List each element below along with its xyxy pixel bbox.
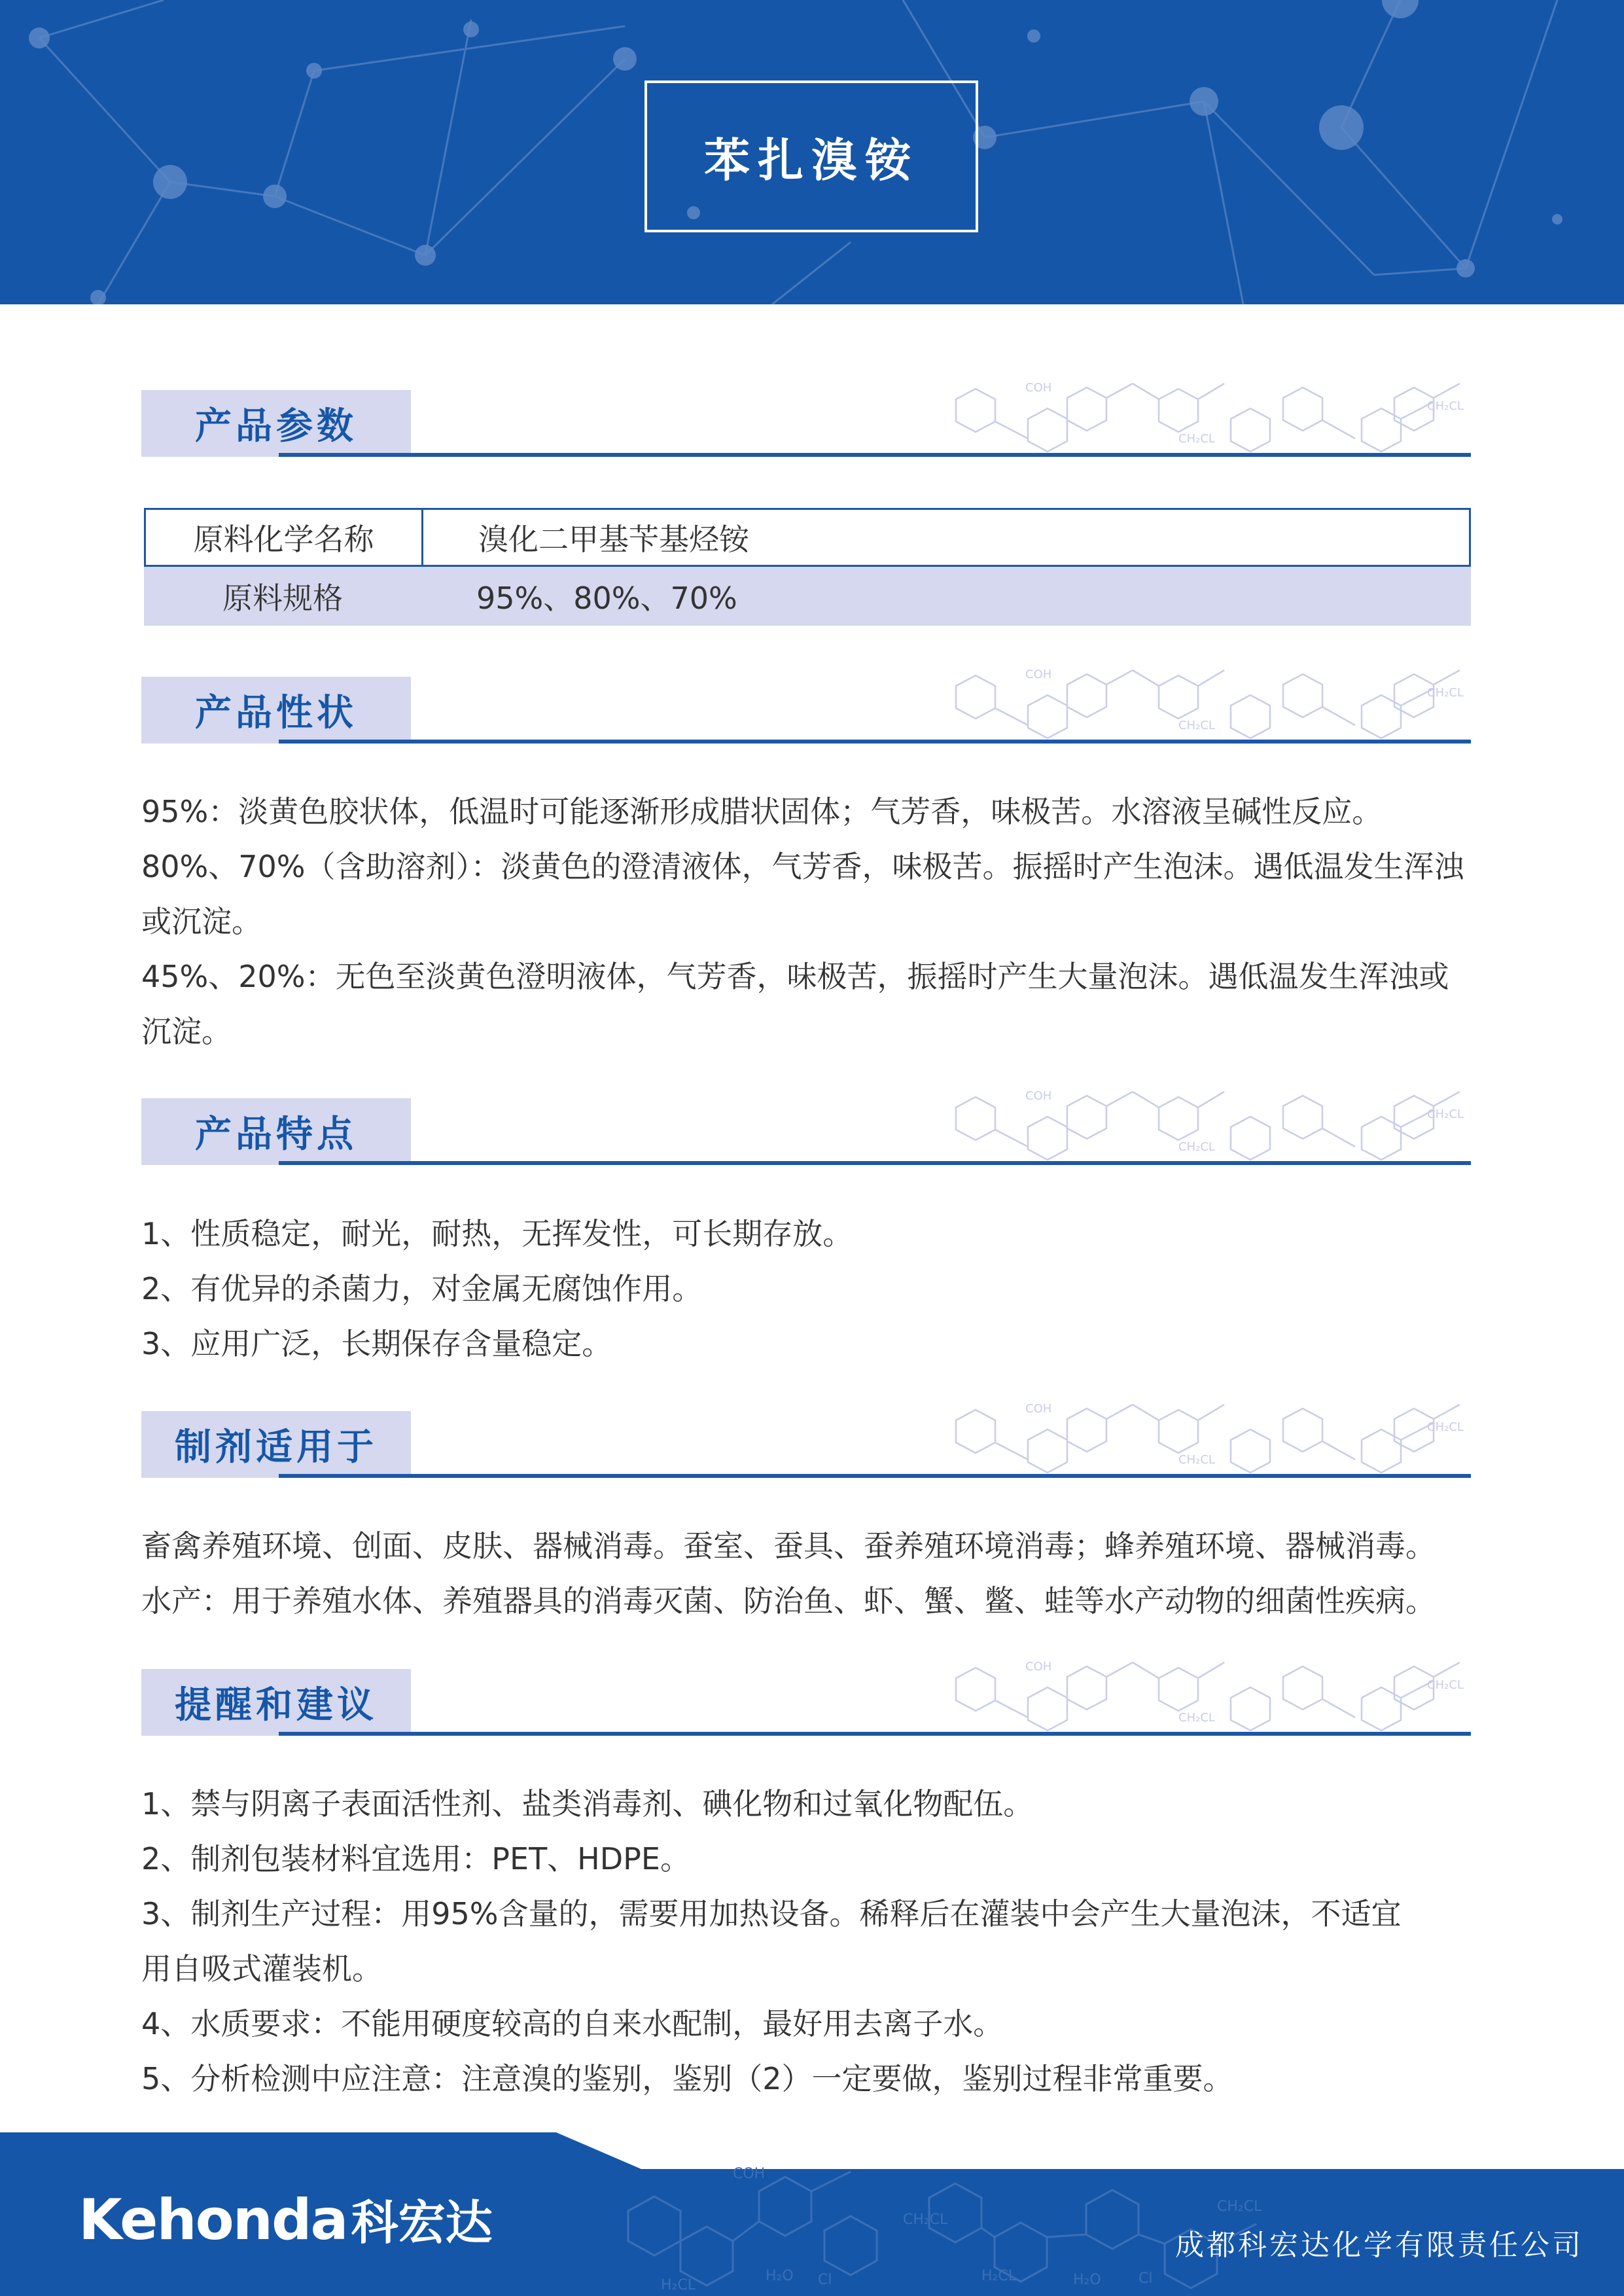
molecule-watermark [936, 1088, 1473, 1164]
text-line: 2、有优异的杀菌力，对金属无腐蚀作用。 [141, 1271, 703, 1306]
text-line: 1、性质稳定，耐光，耐热，无挥发性，可长期存放。 [141, 1216, 853, 1251]
footer-molecule-label: COH [733, 2166, 766, 2182]
text-line: 1、禁与阴离子表面活性剂、盐类消毒剂、碘化物和过氧化物配伍。 [141, 1786, 1034, 1821]
molecule-label-mid: CH₂CL [1178, 1711, 1215, 1725]
page-title: 苯扎溴铵 [704, 133, 919, 187]
section-header-advice [141, 1660, 1471, 1736]
footer-molecule-label: H₂CL [981, 2268, 1016, 2284]
text-line: 5、分析检测中应注意：注意溴的鉴别，鉴别（2）一定要做，鉴别过程非常重要。 [141, 2061, 1233, 2096]
molecule-label-top: COH [1025, 381, 1052, 395]
molecule-label-mid: CH₂CL [1178, 432, 1215, 446]
footer-molecule-label: Cl [1139, 2270, 1153, 2287]
table-row [144, 508, 1471, 567]
section-title: 产品性状 [195, 692, 357, 734]
logo-wordmark: Kehonda [79, 2187, 347, 2253]
section-header-applications [141, 1402, 1471, 1478]
applications-text [141, 1518, 1489, 1628]
molecule-label-top: COH [1025, 668, 1052, 681]
text-line: 45%、20%：无色至淡黄色澄明液体，气芳香，味极苦，振摇时产生大量泡沫。遇低温发生浑浊或 [141, 959, 1449, 994]
table-cell-value: 溴化二甲基苄基烃铵 [478, 522, 749, 557]
text-line: 2、制剂包装材料宜选用：PET、HDPE。 [141, 1841, 690, 1876]
text-line: 3、制剂生产过程：用95%含量的，需要用加热设备。稀释后在灌装中会产生大量泡沫，不适宜 [141, 1896, 1402, 1931]
table-cell-value: 95%、80%、70% [476, 581, 737, 616]
section-header-params [141, 381, 1471, 457]
text-line: 水产：用于养殖水体、养殖器具的消毒灭菌、防治鱼、虾、蟹、鳖、蛙等水产动物的细菌性疾病。 [141, 1583, 1436, 1619]
molecule-label-right: CH₂CL [1427, 1107, 1464, 1121]
molecule-watermark [936, 380, 1473, 456]
molecule-watermark [936, 1401, 1473, 1477]
header-banner [0, 0, 1624, 304]
footer-molecule-label: H₂O [1073, 2272, 1101, 2288]
text-line: 3、应用广泛，长期保存含量稳定。 [141, 1326, 612, 1361]
params-table [144, 508, 1471, 626]
text-line: 80%、70%（含助溶剂）：淡黄色的澄清液体，气芳香，味极苦。振摇时产生泡沫。遇低温发生浑浊 [141, 849, 1464, 884]
company-logo [79, 2185, 493, 2253]
section-title: 产品参数 [195, 405, 357, 448]
molecule-label-top: COH [1025, 1089, 1052, 1103]
text-line: 沉淀。 [141, 1014, 232, 1049]
section-header-properties [141, 668, 1471, 744]
text-line: 或沉淀。 [141, 904, 262, 939]
text-line: 用自吸式灌装机。 [141, 1951, 382, 1986]
text-line: 95%：淡黄色胶状体，低温时可能逐渐形成腊状固体；气芳香，味极苦。水溶液呈碱性反应。 [141, 794, 1383, 829]
table-row [144, 567, 1471, 626]
molecule-watermark [936, 666, 1473, 742]
molecule-label-mid: CH₂CL [1178, 1140, 1215, 1154]
title-frame [644, 81, 978, 232]
advice-text [141, 1776, 1489, 2106]
table-cell-key: 原料化学名称 [146, 510, 423, 565]
text-line: 4、水质要求：不能用硬度较高的自来水配制，最好用去离子水。 [141, 2006, 1004, 2041]
features-text [141, 1206, 1489, 1371]
footer-molecule-label: Cl [818, 2272, 832, 2288]
footer-molecule-label: H₂CL [661, 2277, 696, 2293]
section-header-features [141, 1089, 1471, 1165]
molecule-label-right: CH₂CL [1427, 399, 1464, 413]
footer-molecule-label: CH₂CL [903, 2212, 948, 2228]
molecule-label-mid: CH₂CL [1178, 1453, 1215, 1467]
section-title: 提醒和建议 [175, 1684, 378, 1727]
footer-molecule-label: H₂O [766, 2268, 794, 2284]
molecule-label-mid: CH₂CL [1178, 719, 1215, 732]
table-cell-key: 原料规格 [222, 581, 343, 616]
molecule-label-right: CH₂CL [1427, 1420, 1464, 1434]
molecule-label-right: CH₂CL [1427, 686, 1464, 700]
section-title: 制剂适用于 [175, 1426, 378, 1469]
footer-molecule-label: CH₂CL [1217, 2198, 1262, 2215]
logo-chinese: 科宏达 [351, 2195, 493, 2250]
properties-text [141, 784, 1489, 1059]
text-line: 畜禽养殖环境、创面、皮肤、器械消毒。蚕室、蚕具、蚕养殖环境消毒；蜂养殖环境、器械消毒。 [141, 1528, 1436, 1564]
section-title: 产品特点 [195, 1113, 357, 1156]
molecule-label-right: CH₂CL [1427, 1678, 1464, 1692]
footer-banner [0, 2132, 1624, 2296]
molecule-label-top: COH [1025, 1660, 1052, 1674]
molecule-watermark [936, 1659, 1473, 1734]
company-name: 成都科宏达化学有限责任公司 [1175, 2229, 1583, 2262]
molecule-label-top: COH [1025, 1402, 1052, 1416]
